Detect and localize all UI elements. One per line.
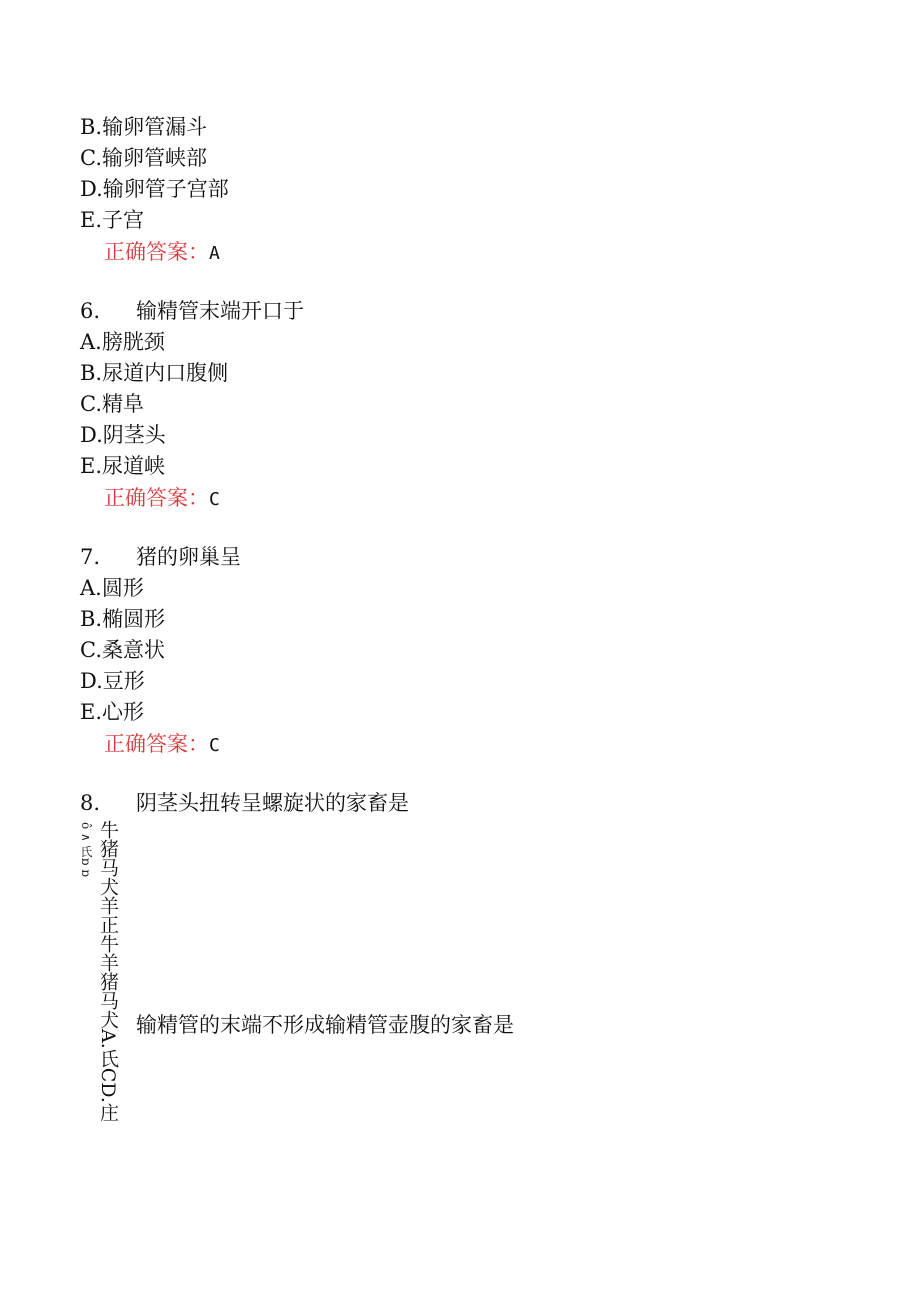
option-a: A.圆形 bbox=[80, 576, 144, 600]
option-b: B.尿道内口腹侧 bbox=[80, 361, 229, 385]
vertical-options-text: 牛猪马犬羊正牛羊猪马犬A.氏CD.庄 bbox=[97, 820, 119, 1122]
garbled-vertical-text: ô ∧ 氏ɒ ɒ bbox=[79, 822, 93, 877]
correct-answer bbox=[104, 731, 220, 759]
answer-label: 正确答案： bbox=[104, 240, 209, 264]
option-b: B.椭圆形 bbox=[80, 607, 166, 631]
question-text: 阴茎头扭转呈螺旋状的家畜是 bbox=[136, 791, 409, 815]
option-b: B.输卵管漏斗 bbox=[80, 115, 208, 139]
question-text: 输精管末端开口于 bbox=[136, 299, 304, 323]
option-c: C.桑意状 bbox=[80, 638, 165, 662]
question-number: 8. bbox=[80, 791, 101, 815]
option-d: D.输卵管子宫部 bbox=[80, 177, 229, 201]
answer-value: C bbox=[209, 489, 220, 510]
question-number: 6. bbox=[80, 299, 101, 323]
correct-answer bbox=[104, 485, 220, 513]
question-number: 7. bbox=[80, 545, 101, 569]
option-e: E.尿道峡 bbox=[80, 454, 166, 478]
question-text: 猪的卵巢呈 bbox=[136, 545, 241, 569]
correct-answer bbox=[104, 239, 220, 267]
question-text: 输精管的末端不形成输精管壶腹的家畜是 bbox=[136, 1013, 514, 1037]
option-c: C.精阜 bbox=[80, 392, 144, 416]
option-d: D.阴茎头 bbox=[80, 423, 166, 447]
option-e: E.心形 bbox=[80, 700, 145, 724]
answer-value: C bbox=[209, 735, 220, 756]
answer-label: 正确答案： bbox=[104, 486, 209, 510]
option-c: C.输卵管峡部 bbox=[80, 146, 207, 170]
option-a: A.膀胱颈 bbox=[80, 330, 165, 354]
option-d: D.豆形 bbox=[80, 669, 145, 693]
answer-value: A bbox=[209, 243, 220, 264]
option-e: E.子宫 bbox=[80, 208, 145, 232]
answer-label: 正确答案： bbox=[104, 732, 209, 756]
